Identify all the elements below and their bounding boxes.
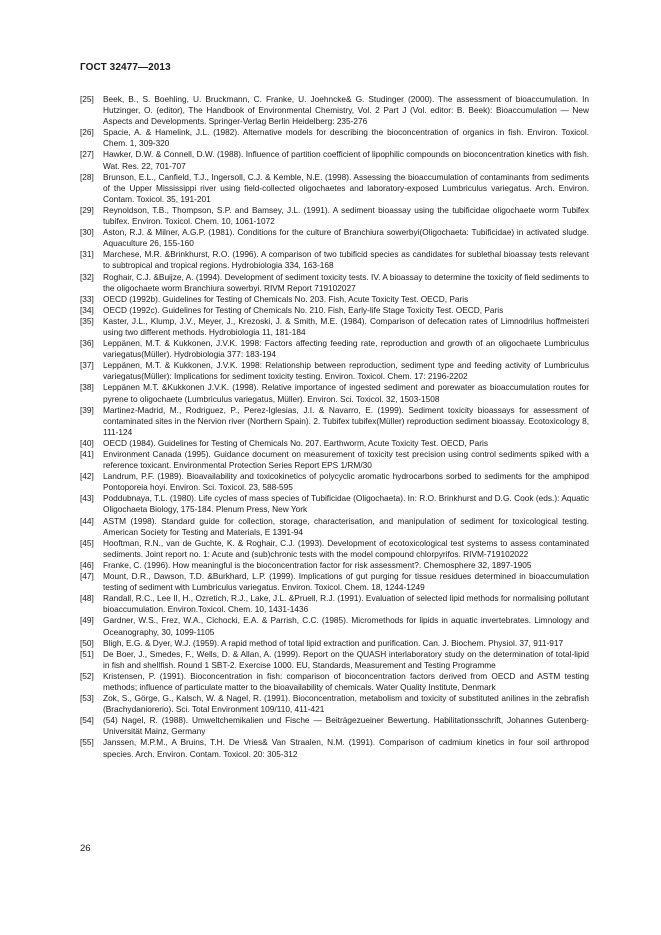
reference-list xyxy=(80,94,589,760)
reference-text: Leppänen, M.T. & Kukkonen, J.V.K. 1998: Relationship between reproduction, sediment type and feeding activity of Lumbriculus variegatus(Müller): Implications for sediment toxicity testing. Environ. Toxicol. Chem. 17: 2196-2202 xyxy=(103,360,589,382)
reference-item xyxy=(80,305,589,316)
reference-item xyxy=(80,516,589,538)
page-number: 26 xyxy=(80,843,91,854)
reference-text: Bligh, E.G. & Dyer, W.J. (1959). A rapid method of total lipid extraction and purification. Can. J. Biochem. Physiol. 37, 911-917 xyxy=(103,637,564,648)
reference-item xyxy=(80,360,589,382)
reference-item xyxy=(80,493,589,515)
reference-number: [34] xyxy=(80,304,94,315)
reference-item xyxy=(80,316,589,338)
reference-text: Zok, S., Görge, G., Kalsch, W. & Nagel, R. (1991). Bioconcentration, metabolism and toxicity of substituted anilines in the zebrafish (Brachydaniorerio). Sci. Total Environment 109/110, 411-421 xyxy=(103,693,589,715)
reference-item xyxy=(80,205,589,227)
reference-number: [30] xyxy=(80,227,94,238)
reference-item xyxy=(80,737,589,759)
reference-text: Kristensen, P. (1991). Bioconcentration in fish: comparison of bioconcentration factors derived from OECD and ASTM testing methods; influence of particulate matter to the bioavailability of chemicals. Water Quality Institute, Denmark xyxy=(103,670,589,692)
reference-item xyxy=(80,615,589,637)
reference-item xyxy=(80,227,589,249)
reference-item xyxy=(80,249,589,271)
reference-number: [40] xyxy=(80,437,94,448)
reference-item xyxy=(80,94,589,127)
reference-item xyxy=(80,382,589,404)
reference-text: Randall, R.C., Lee II, H., Ozretich, R.J., Lake, J.L. &Pruell, R.J. (1991). Evaluation of selected lipid methods for normalising pollutant bioaccumulation. Environ.Toxicol. Chem. 10, 1431-1436 xyxy=(103,593,589,615)
reference-text: Poddubnaya, T.L. (1980). Life cycles of mass species of Tubificidae (Oligochaeta). In: R.O. Brinkhurst and D.G. Cook (eds.): Aquatic Oligochaeta Biology, 175-184. Plenum Press, New York xyxy=(103,493,589,515)
reference-text: Reynoldson, T.B., Thompson, S.P. and Bamsey, J.L. (1991). A sediment bioassay using the tubificidae oligochaete worm Tubifex tubifex. Environ. Toxicol. Chem. 10, 1061-1072 xyxy=(103,204,589,227)
reference-number: [25] xyxy=(80,94,94,104)
reference-text: Janssen, M.P.M., A Bruins, T.H. De Vries& Van Straalen, N.M. (1991). Comparison of cadmium kinetics in four soil arthropod species. Arch. Environ. Contam. Toxicol. 20: 305-312 xyxy=(103,737,589,759)
reference-text: Kaster, J.L., Klump, J.V., Meyer, J., Krezoski, J. & Smith, M.E. (1984). Comparison of defecation rates of Limnodrilus hoffmeisteri using two different methods. Hydrobiologia 11, 181-184 xyxy=(103,315,589,337)
reference-item xyxy=(80,671,589,693)
reference-text: Brunson, E.L., Canfield, T.J., Ingersoll, C.J. & Kemble, N.E. (1998). Assessing the bioaccumulation of contaminants from sediments of the Upper Mississippi river using field-collected oligochaetes and laboratory-exposed Lumbriculus variegatus. Arch. Environ. Contam. Toxicol. 35, 191-201 xyxy=(103,171,589,204)
reference-item xyxy=(80,693,589,715)
reference-item xyxy=(80,405,589,438)
reference-text: Franke, C. (1996). How meaningful is the bioconcentration factor for risk assessment?. Chemosphere 32, 1897-1905 xyxy=(103,559,532,570)
reference-number: [32] xyxy=(80,271,94,282)
reference-item xyxy=(80,149,589,171)
reference-text: Marchese, M.R. &Brinkhurst, R.O. (1996). A comparison of two tubificid species as candidates for sublethal bioassay tests relevant to subtropical and tropical regions. Hydrobiologia 334, 163-168 xyxy=(103,249,589,271)
reference-text: Gardner, W.S., Frez, W.A., Cichocki, E.A. & Parrish, C.C. (1985). Micromethods for lipids in aquatic invertebrates. Limnology and Oceanography, 30, 1099-1105 xyxy=(103,615,589,637)
reference-number: [28] xyxy=(80,171,94,182)
reference-item xyxy=(80,593,589,615)
reference-text: Roghair, C.J. &Buijze, A. (1994). Development of sediment toxicity tests. IV. A bioassay to determine the toxicity of field sediments to the oligochaete worm Branchiura sowerbyi. RIVM Report 719102027 xyxy=(103,271,589,293)
reference-number: [52] xyxy=(80,670,94,681)
reference-text: De Boer, J., Smedes, F., Wells, D. & Allan, A. (1999). Report on the QUASH interlaboratory study on the determination of total-lipid in fish and shellfish. Round 1 SBT-2. Exercise 1000. EU, Standards, Measurement and Testing Programme xyxy=(103,648,589,670)
reference-number: [44] xyxy=(80,515,94,526)
reference-number: [54] xyxy=(80,715,94,726)
reference-number: [48] xyxy=(80,593,94,604)
reference-item xyxy=(80,571,589,593)
reference-text: Environment Canada (1995). Guidance document on measurement of toxicity test precision using control sediments spiked with a reference toxicant. Environmental Protection Series Report EPS 1/RM/30 xyxy=(103,449,589,471)
reference-number: [31] xyxy=(80,249,94,260)
reference-item xyxy=(80,127,589,149)
reference-number: [37] xyxy=(80,360,94,371)
reference-number: [41] xyxy=(80,449,94,459)
reference-number: [38] xyxy=(80,382,94,393)
reference-number: [42] xyxy=(80,471,94,482)
reference-number: [55] xyxy=(80,737,94,748)
reference-text: Mount, D.R., Dawson, T.D. &Burkhard, L.P. (1999). Implications of gut purging for tissue residues determined in bioaccumulation testing of sediment with Lumbriculus variegatus. Environ. Toxicol. Chem. 18, 1244-1249 xyxy=(103,571,589,593)
reference-number: [49] xyxy=(80,615,94,626)
reference-text: Beek, B., S. Boehling, U. Bruckmann, C. Franke, U. Joehncke& G. Studinger (2000). The assessment of bioaccumulation. In Hutzinger, O. (editor), The Handbook of Environmental Chemistry, Vol. 2 Part J (Vol. editor: B. Beek): Bioaccumulation — New Aspects and Developments. Springer-Verlag Berlin Heidelberg: 235-276 xyxy=(103,94,589,127)
reference-number: [51] xyxy=(80,648,94,659)
reference-item xyxy=(80,471,589,493)
reference-number: [46] xyxy=(80,559,94,570)
reference-number: [29] xyxy=(80,204,94,215)
reference-item xyxy=(80,638,589,649)
reference-text: Landrum, P.F. (1989). Bioavailability and toxicokinetics of polycyclic aromatic hydrocarbons sorbed to sediments for the amphipod Pontoporeia hoyi. Environ. Sci. Toxicol. 23, 588-595 xyxy=(103,471,589,493)
reference-text: ASTM (1998). Standard guide for collection, storage, characterisation, and manipulation of sediment for toxicological testing. American Society for Testing and Materials, E 1391-94 xyxy=(103,515,589,537)
reference-number: [43] xyxy=(80,493,94,504)
reference-number: [53] xyxy=(80,693,94,704)
reference-number: [33] xyxy=(80,293,94,304)
reference-text: Leppänen M.T. &Kukkonen J.V.K. (1998). Relative importance of ingested sediment and porewater as bioaccumulation routes for pyrene to oligochaete (Lumbriculus variegatus, Müller). Environ. Sci. Toxicol. 32, 1503-1508 xyxy=(103,382,589,404)
reference-item xyxy=(80,538,589,560)
reference-number: [27] xyxy=(80,149,94,160)
reference-item xyxy=(80,272,589,294)
reference-number: [36] xyxy=(80,338,94,349)
reference-number: [35] xyxy=(80,315,94,326)
reference-text: (54) Nagel, R. (1988). Umweltchemikalien und Fische — Beiträgezueiner Bewertung. Habilitationsschrift, Johannes Gutenberg-Universität Mainz, Germany xyxy=(103,715,589,737)
reference-text: OECD (1992b). Guidelines for Testing of Chemicals No. 203. Fish, Acute Toxicity Test. OECD, Paris xyxy=(103,293,469,304)
reference-text: Hawker, D.W. & Connell, D.W. (1988). Influence of partition coefficient of lipophilic compounds on bioconcentration kinetics with fish. Wat. Res. 22, 701-707 xyxy=(103,149,589,171)
reference-item xyxy=(80,172,589,205)
reference-text: Martinez-Madrid, M., Rodriguez, P., Perez-Iglesias, J.I. & Navarro, E. (1999). Sediment toxicity bioassays for assessment of contaminated sites in the Nervion river (Northern Spain). 2. Tubifex tubifex(Müller) reproduction sediment bioassay. Ecotoxicology 8, 111-124 xyxy=(103,404,589,437)
reference-text: Spacie, A. & Hamelink, J.L. (1982). Alternative models for describing the bioconcentration of organics in fish. Environ. Toxicol. Chem. 1, 309-320 xyxy=(103,127,589,149)
reference-number: [26] xyxy=(80,127,94,138)
reference-number: [47] xyxy=(80,571,94,582)
reference-item xyxy=(80,715,589,737)
reference-item xyxy=(80,560,589,571)
reference-item xyxy=(80,294,589,305)
standard-header: ГОСТ 32477—2013 xyxy=(80,62,171,73)
reference-text: Hooftman, R.N., van de Guchte, K. & Roghair, C.J. (1993). Development of ecotoxicological test systems to assess contaminated sediments. Joint report no. 1: Acute and (sub)chronic tests with the model compound chlorpyrifos. RIVM-719102022 xyxy=(103,537,589,559)
reference-text: Aston, R.J. & Milner, A.G.P. (1981). Conditions for the culture of Branchiura sowerbyi(Oligochaeta: Tubificidae) in activated sludge. Aquaculture 26, 155-160 xyxy=(103,227,589,249)
reference-item xyxy=(80,338,589,360)
reference-number: [50] xyxy=(80,637,94,648)
reference-number: [45] xyxy=(80,537,94,548)
reference-item xyxy=(80,438,589,449)
reference-text: Leppänen, M.T. & Kukkonen, J.V.K. 1998: Factors affecting feeding rate, reproduction and growth of an oligochaete Lumbriculus variegatus(Müller). Hydrobiologia 377: 183-194 xyxy=(103,338,589,360)
reference-item xyxy=(80,649,589,671)
reference-text: OECD (1992c). Guidelines for Testing of Chemicals No. 210. Fish, Early-life Stage Toxicity Test. OECD, Paris xyxy=(103,304,504,315)
reference-number: [39] xyxy=(80,404,94,415)
reference-item xyxy=(80,449,589,471)
reference-text: OECD (1984). Guidelines for Testing of Chemicals No. 207. Earthworm, Acute Toxicity Test. OECD, Paris xyxy=(103,437,489,448)
